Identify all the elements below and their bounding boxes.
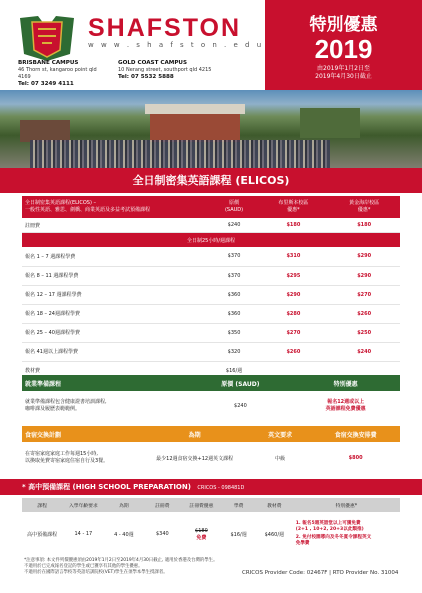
campus-roof bbox=[145, 104, 245, 114]
campus-tel: Tel: 07 5532 5888 bbox=[118, 74, 174, 80]
exchange-fee-header: 食宿交換安排費 bbox=[334, 431, 377, 439]
row-brisbane: $295 bbox=[259, 266, 329, 285]
exchange-program-header: 食宿交換計劃 bbox=[25, 431, 62, 439]
row-goldcoast: $240 bbox=[328, 342, 400, 361]
elicos-header-row bbox=[22, 196, 400, 218]
brisbane-campus bbox=[18, 60, 110, 88]
job-prep-offer-header: 特別優惠 bbox=[333, 380, 358, 388]
row-brisbane: $180 bbox=[259, 218, 329, 233]
promo-date-from: 由2019年1月2日至 bbox=[317, 65, 370, 72]
table-row bbox=[22, 285, 400, 304]
hs-title: * 高中預備課程 (HIGH SCHOOL PREPARATION) bbox=[22, 483, 191, 491]
registration-fee-row bbox=[22, 218, 400, 233]
job-prep-offer: 報名12週或以上 英語課程免費優惠 bbox=[325, 399, 366, 412]
campus-name: GOLD COAST CAMPUS bbox=[118, 60, 188, 66]
hs-materials: $460/週 bbox=[264, 531, 285, 538]
promo-year: 2019 bbox=[314, 34, 373, 64]
shafston-crest-icon bbox=[18, 14, 76, 62]
hs-row bbox=[22, 512, 400, 556]
hs-offer-2: 2. 免付校園導向及冬冬夏令課程英文 免學費 bbox=[295, 535, 372, 546]
row-original: $360 bbox=[210, 285, 259, 304]
campus-address: 10 Nerang street, southport qld 4215 bbox=[118, 67, 212, 73]
website-url: w w w . s h a f s t o n . e d u bbox=[88, 41, 264, 49]
row-brisbane: $270 bbox=[259, 323, 329, 342]
subheader-row bbox=[22, 233, 400, 248]
row-goldcoast: $290 bbox=[328, 266, 400, 285]
job-prep-course-header: 就業準備課程 bbox=[25, 380, 62, 388]
hs-regfee-promo: 免費 bbox=[196, 534, 207, 541]
hs-regfee: $340 bbox=[156, 531, 169, 537]
job-prep-description: 就業準備課程包含健康證書培訓課程, 咖啡課及履歷表範範例。 bbox=[25, 399, 107, 412]
hs-title-bar bbox=[0, 479, 422, 495]
campus-building bbox=[150, 112, 240, 142]
row-brisbane: $310 bbox=[259, 247, 329, 266]
row-original: $350 bbox=[210, 323, 259, 342]
row-original: $370 bbox=[210, 247, 259, 266]
exchange-description: 在寄宿家庭家庭工作每週15小時, 以換取免費寄宿家庭住宿自行及3餐。 bbox=[25, 451, 109, 464]
hs-col-tuition: 學費 bbox=[233, 503, 244, 509]
promo-date-to: 2019年4月30日截止 bbox=[315, 73, 372, 80]
exchange-row bbox=[22, 442, 400, 474]
row-original: $16/週 bbox=[210, 361, 259, 380]
promo-title: 特別優惠 bbox=[309, 15, 378, 35]
exchange-table bbox=[22, 426, 400, 474]
job-prep-table bbox=[22, 375, 400, 421]
gold-coast-campus bbox=[118, 60, 228, 81]
fulltime-subheader: 全日制25小時/週課程 bbox=[186, 237, 236, 244]
provider-codes: CRICOS Provider Code: 02467F | RTO Provider No. 31004 bbox=[242, 570, 399, 576]
row-label: 報名 8 – 11 週課程學費 bbox=[22, 266, 210, 285]
table-row bbox=[22, 266, 400, 285]
hs-offers bbox=[293, 512, 400, 556]
hs-col-course: 課程 bbox=[37, 503, 47, 509]
original-price-header: 原價 (SAUD) bbox=[224, 200, 244, 213]
row-label: 教材費 bbox=[22, 361, 210, 380]
job-prep-price-header: 原價 (SAUD) bbox=[221, 380, 260, 388]
hs-age: 14 - 17 bbox=[74, 531, 93, 537]
row-label: 報名 12 – 17 週課程學費 bbox=[22, 285, 210, 304]
side-building bbox=[20, 120, 70, 142]
hs-col-duration: 為期 bbox=[119, 503, 129, 509]
row-goldcoast: $290 bbox=[328, 247, 400, 266]
row-label: 報名 41週以上課程學費 bbox=[22, 342, 210, 361]
table-row bbox=[22, 304, 400, 323]
hs-header-row bbox=[22, 498, 400, 512]
row-original: $240 bbox=[210, 218, 259, 233]
elicos-title: 全日制密集英語課程 (ELICOS) bbox=[0, 168, 422, 193]
header bbox=[0, 0, 422, 90]
row-label: 註冊費 bbox=[22, 218, 210, 233]
brand-name: SHAFSTON bbox=[88, 14, 242, 42]
job-prep-price: $240 bbox=[234, 403, 247, 409]
row-original: $370 bbox=[210, 266, 259, 285]
row-goldcoast: $260 bbox=[328, 304, 400, 323]
row-original: $360 bbox=[210, 304, 259, 323]
exchange-english: 中級 bbox=[275, 455, 286, 462]
footer-notes: *注意事項: 本文件列價優惠須由2019年1月2日至2019年4月30日截止, 適用於香港及台灣的學生。 不適用於已完成報名登記的學生或已獲享有其他的學生優惠。 不適用於在國際語言學校等英語培訓院校(VET)學生在須學本學生授課者。 bbox=[24, 558, 218, 575]
hs-col-regfee: 註冊費 bbox=[155, 503, 170, 509]
trees bbox=[300, 108, 360, 138]
elicos-fee-table bbox=[22, 196, 400, 381]
campus-photo bbox=[0, 90, 422, 168]
campus-name: BRISBANE CAMPUS bbox=[18, 60, 79, 66]
table-row bbox=[22, 247, 400, 266]
hs-offer-1: 1. 報名5週英語堂以上可獲免費 (2+1 , 10+2, 20+3以此類推) bbox=[295, 521, 364, 532]
course-header: 全日制密集英語課程(ELICOS) – 一般性英語、雅思、劍橋、商業英語及多益考試預備課程 bbox=[25, 200, 151, 213]
exchange-duration-header: 為期 bbox=[188, 431, 201, 439]
table-row bbox=[22, 323, 400, 342]
row-goldcoast: $270 bbox=[328, 285, 400, 304]
hs-duration: 4 - 40週 bbox=[114, 531, 134, 538]
row-brisbane: $260 bbox=[259, 342, 329, 361]
hs-tuition: $16/週 bbox=[230, 531, 247, 538]
exchange-english-header: 英文要求 bbox=[268, 431, 293, 439]
hs-col-materials: 教材費 bbox=[267, 503, 282, 509]
campus-address: 46 Thorn st, kangaroo point qld 4169 bbox=[18, 67, 97, 80]
job-prep-header bbox=[22, 375, 400, 391]
brisbane-offer-header: 布里斯本校區 優惠* bbox=[278, 200, 309, 213]
row-goldcoast: $180 bbox=[328, 218, 400, 233]
goldcoast-offer-header: 黃金海岸校區 優惠* bbox=[349, 200, 380, 213]
row-label: 報名 25 – 40週課程學費 bbox=[22, 323, 210, 342]
promo-banner bbox=[265, 0, 422, 90]
row-original: $320 bbox=[210, 342, 259, 361]
hs-col-offer: 特別優惠* bbox=[335, 503, 358, 509]
row-brisbane: $290 bbox=[259, 285, 329, 304]
hs-cricos: CRICOS - 098481D bbox=[197, 485, 245, 491]
exchange-header bbox=[22, 426, 400, 442]
student-crowd bbox=[30, 140, 330, 168]
hs-table bbox=[22, 498, 400, 556]
hs-regfee-offer bbox=[181, 512, 221, 556]
row-brisbane: $280 bbox=[259, 304, 329, 323]
hs-course: 高中預備課程 bbox=[27, 531, 58, 538]
table-row bbox=[22, 342, 400, 361]
job-prep-row bbox=[22, 391, 400, 421]
campus-tel: Tel: 07 3249 4111 bbox=[18, 81, 74, 87]
hs-col-regfee-offer: 註冊費優惠 bbox=[189, 503, 214, 509]
hs-col-age: 入學年齡要求 bbox=[68, 503, 98, 509]
hs-regfee-original: $180 bbox=[195, 527, 208, 534]
row-goldcoast: $250 bbox=[328, 323, 400, 342]
exchange-fee: $800 bbox=[348, 455, 363, 461]
row-label: 報名 1 – 7 週課程學費 bbox=[22, 247, 210, 266]
row-label: 報名 18 – 24週課程學費 bbox=[22, 304, 210, 323]
exchange-duration: 最少12週食宿交換+12週英文課程 bbox=[156, 455, 234, 462]
